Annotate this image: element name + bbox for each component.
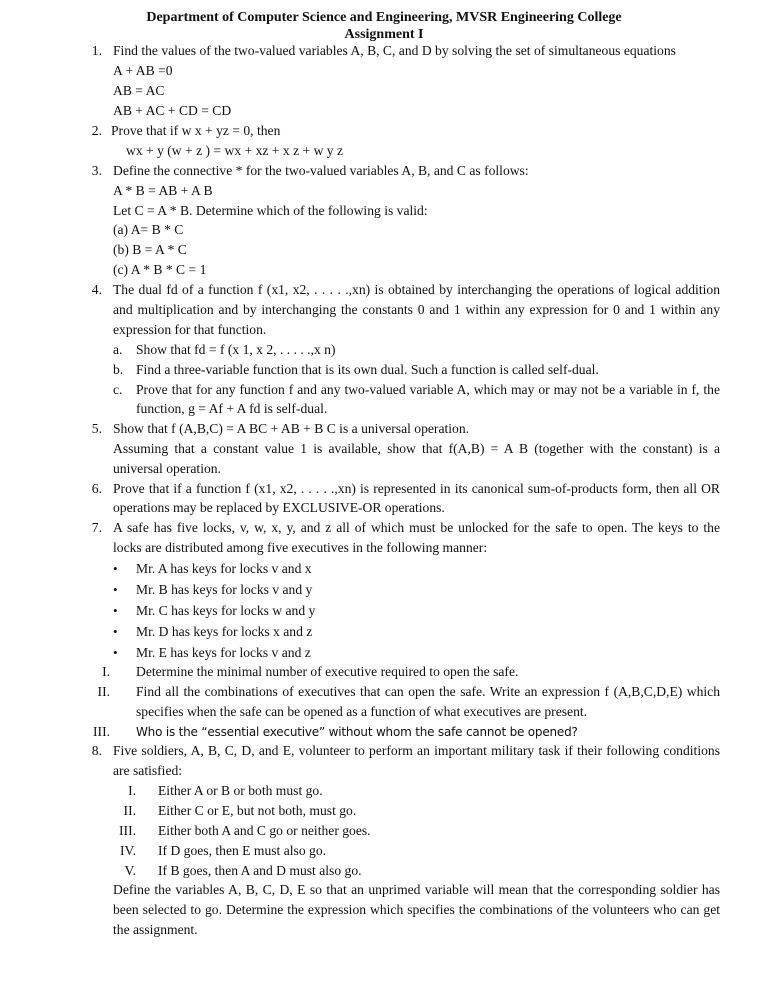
q8-line-2: are satisfied: [113,763,183,778]
q8-cond-4: If D goes, then E must also go. [158,843,327,858]
q8-define-1: Define the variables A, B, C, D, E so that an unprimed variable will mean that the corresponding soldier has [113,882,720,897]
q6-number: 6. [91,481,102,496]
bullet-icon: • [113,582,118,597]
q8-cond-roman-1: I. [128,783,136,798]
q4-number: 4. [91,282,102,297]
q7-line-2: locks are distributed among five executives in the following manner: [113,540,488,555]
q4-c-text-2: function, g = Af + A fd is self-dual. [136,401,328,416]
q1-text: Find the values of the two-valued variables A, B, C, and D by solving the set of simultaneous equations [113,43,676,58]
q7-bullet-1: Mr. A has keys for locks v and x [136,561,312,576]
q7-sub-2a: Find all the combinations of executives that can open the safe. Write an expression f (A,B,C,D,E) which [136,684,720,699]
q4-line-2: and multiplication and by interchanging the constants 0 and 1 within any expression for 0 and 1 within any [113,302,720,317]
q4-line-3: expression for that function. [113,322,267,337]
q7-line-1: A safe has five locks, v, w, x, y, and z all of which must be unlocked for the safe to open. The keys to the [113,520,720,535]
q5-number: 5. [91,421,102,436]
q8-number: 8. [91,743,102,758]
q4-a-label: a. [113,342,123,357]
bullet-icon: • [113,603,118,618]
q2-text: Prove that if w x + yz = 0, then [111,123,281,138]
q4-line-1: The dual fd of a function f (x1, x2, . . . . .,xn) is obtained by interchanging the operations of logical addition [113,282,720,297]
q3-number: 3. [91,163,102,178]
q4-c-text-1: Prove that for any function f and any two-valued variable A, which may or may not be a variable in f, the [136,382,720,397]
q8-cond-roman-5: V. [124,863,136,878]
q3-option-a: (a) A= B * C [113,222,184,237]
bullet-icon: • [113,645,118,660]
q7-bullet-5: Mr. E has keys for locks v and z [136,645,311,660]
q8-cond-1: Either A or B or both must go. [158,783,323,798]
q2-eq: wx + y (w + z ) = wx + xz + x z + w y z [126,143,344,158]
q3-text: Define the connective * for the two-valued variables A, B, and C as follows: [113,163,529,178]
q3-definition: A * B = AB + A B [113,183,213,198]
q8-define-2: been selected to go. Determine the expression which specifies the combinations of the volunteers who can get [113,902,720,917]
q8-line-1: Five soldiers, A, B, C, D, and E, volunteer to perform an important military task if their following conditions [113,743,720,758]
q1-eq1: A + AB =0 [113,63,173,78]
q3-option-b: (b) B = A * C [113,242,187,257]
q1-eq3: AB + AC + CD = CD [113,103,232,118]
q1-number: 1. [91,43,102,58]
q7-sub-1: Determine the minimal number of executive required to open the safe. [136,664,519,679]
bullet-icon: • [113,561,118,576]
q6-line-2: operations may be replaced by EXCLUSIVE-OR operations. [113,500,445,515]
q7-roman-1: I. [102,664,110,679]
q7-sub-2b: specifies when the safe can be opened as a function of what executives are present. [136,704,588,719]
q8-cond-roman-3: III. [119,823,136,838]
q8-cond-roman-2: II. [123,803,136,818]
q8-define-3: the assignment. [113,922,198,937]
q5-line-1: Show that f (A,B,C) = A BC + AB + B C is a universal operation. [113,421,470,436]
q7-roman-2: II. [97,684,110,699]
bullet-icon: • [113,624,118,639]
q8-cond-2: Either C or E, but not both, must go. [158,803,357,818]
q5-line-2: Assuming that a constant value 1 is available, show that f(A,B) = A B (together with the constant) is a [113,441,720,456]
assignment-title: Assignment I [344,27,424,42]
q2-number: 2. [91,123,102,138]
q4-a-text: Show that fd = f (x 1, x 2, . . . . .,x n) [136,342,336,357]
q4-b-label: b. [113,362,124,377]
q8-cond-5: If B goes, then A and D must also go. [158,863,362,878]
q4-c-label: c. [113,382,123,397]
q7-roman-3: III. [93,724,110,739]
q7-bullet-4: Mr. D has keys for locks x and z [136,624,313,639]
q4-b-text: Find a three-variable function that is its own dual. Such a function is called self-dual. [136,362,599,377]
q3-option-c: (c) A * B * C = 1 [113,262,207,277]
q7-sub-3: Who is the “essential executive” without whom the safe cannot be opened? [136,725,578,739]
q7-bullet-2: Mr. B has keys for locks v and y [136,582,313,597]
q3-let: Let C = A * B. Determine which of the following is valid: [113,203,428,218]
q7-bullet-3: Mr. C has keys for locks w and y [136,603,316,618]
q8-cond-3: Either both A and C go or neither goes. [158,823,371,838]
department-heading: Department of Computer Science and Engineering, MVSR Engineering College [146,10,622,25]
q7-number: 7. [91,520,102,535]
q1-eq2: AB = AC [113,83,165,98]
q5-line-3: universal operation. [113,461,221,476]
q6-line-1: Prove that if a function f (x1, x2, . . . . .,xn) is represented in its canonical sum-of-products form, then all OR [113,481,720,496]
q8-cond-roman-4: IV. [120,843,136,858]
